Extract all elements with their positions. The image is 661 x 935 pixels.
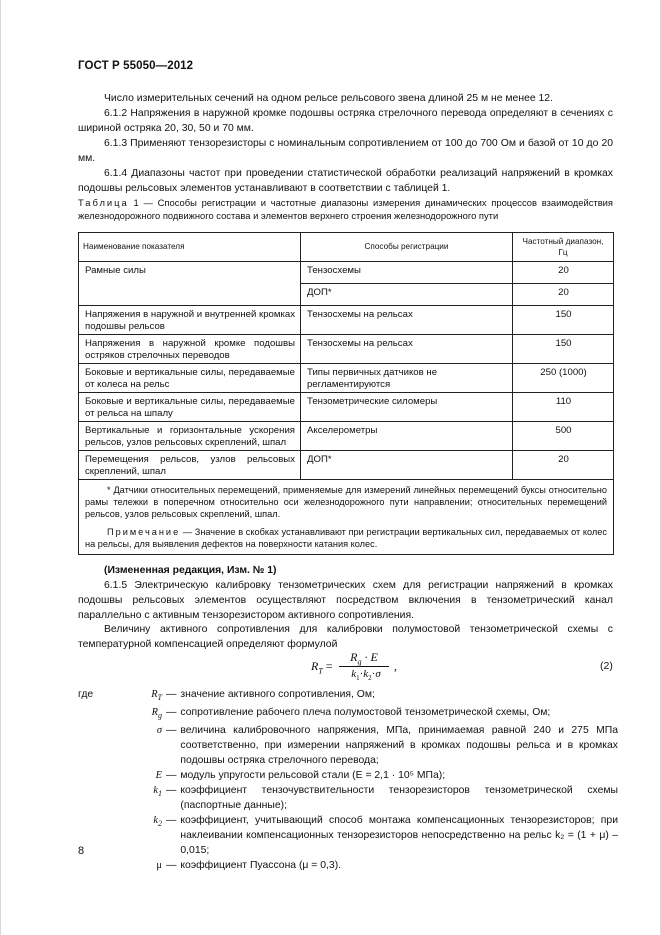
cell-frequency: 110 <box>513 393 614 422</box>
definition-item: $R_g$ — сопротивление рабочего плеча полумостовой тензометрической схемы, Ом; <box>151 707 551 721</box>
cell-frequency: 500 <box>513 422 614 451</box>
page-left-edge <box>0 0 1 935</box>
paragraph-6-1-5: 6.1.5 Электрическую калибровку тензометрических схем для регистрации напряжений в кромках подошвы рельсовых элементов осуществляют посредством включения в тензометрический канал параллельно с активным тензорезистором активного сопротивления. <box>78 580 613 621</box>
table-row <box>79 393 614 422</box>
table-row <box>79 451 614 480</box>
table-note <box>85 526 607 550</box>
paragraph-formula-intro: Величину активного сопротивления для калибровки полумостовой тензометрической схемы с температурной компенсацией определяют формулой <box>78 624 613 650</box>
table-caption-label: Таблица <box>78 197 129 208</box>
fraction-bar <box>339 666 389 667</box>
header-name: Наименование показателя <box>79 233 301 262</box>
table-header-row <box>79 233 614 262</box>
cell-name: Боковые и вертикальные силы, передаваемые от рельса на шпалу <box>79 393 301 422</box>
table-row <box>79 306 614 335</box>
definition-item: $k_1$ — коэффициент тензочувствительности тензорезисторов тензометрической схемы (паспортные данные); <box>153 785 618 812</box>
definitions-list <box>78 687 618 873</box>
paragraph-6-1-4: 6.1.4 Диапазоны частот при проведении статистической обработки реализаций напряжений в кромках подошвы рельсовых элементов устанавливают в соответствии с таблицей 1. <box>78 168 613 194</box>
cell-name: Перемещения рельсов, узлов рельсовых скреплений, шпал <box>79 451 301 480</box>
cell-method: Тензосхемы на рельсах <box>301 306 513 335</box>
cell-name: Напряжения в наружной и внутренней кромках подошвы рельсов <box>79 306 301 335</box>
paragraph-6-1-3: 6.1.3 Применяют тензорезисторы с номинальным сопротивлением от 100 до 700 Ом и базой от 10 до 20 мм. <box>78 138 613 164</box>
cell-name: Боковые и вертикальные силы, передаваемые от колеса на рельс <box>79 364 301 393</box>
table-footnote: * Датчики относительных перемещений, применяемые для измерений линейных перемещений буксы относительно рамы тележки в поперечном относительно оси железнодорожного пути направлении; относительных перемещений рельсов, узлов рельсовых скреплений, шпал. <box>85 485 607 519</box>
header-method: Способы регистрации <box>301 233 513 262</box>
note-text: — Значение в скобках устанавливают при регистрации вертикальных сил, передаваемых от колес на рельсы, для выявления дефектов на поверхности катания колес. <box>85 527 607 549</box>
cell-frequency: 250 (1000) <box>513 364 614 393</box>
table-row <box>79 335 614 364</box>
cell-frequency: 150 <box>513 306 614 335</box>
formula-lhs: $R_T$ = <box>311 659 333 676</box>
document-header: ГОСТ Р 55050—2012 <box>78 60 194 72</box>
definition-item: μ — коэффициент Пуассона (μ = 0,3). <box>156 860 342 872</box>
page-number: 8 <box>78 845 85 857</box>
table-row <box>79 262 614 284</box>
table-notes <box>79 480 614 555</box>
paragraph-1: Число измерительных сечений на одном рельсе рельсового звена длиной 25 м не менее 12. <box>104 93 553 104</box>
table-notes-row <box>79 480 614 555</box>
frequency-table <box>78 232 614 555</box>
definition-item: где $R_T$ — значение активного сопротивления, Ом; <box>78 689 375 703</box>
cell-frequency: 20 <box>513 262 614 284</box>
cell-frequency: 20 <box>513 451 614 480</box>
cell-frequency: 150 <box>513 335 614 364</box>
cell-method: Типы первичных датчиков не регламентируются <box>301 364 513 393</box>
definition-item: E — модуль упругости рельсовой стали (E = 2,1 · 10⁵ МПа); <box>155 770 446 782</box>
formula-denominator: $k_1\cdot k_2\cdot\sigma$ <box>351 668 381 683</box>
cell-method: Тензометрические силомеры <box>301 393 513 422</box>
formula-comma: , <box>394 659 397 673</box>
amendment-note: (Измененная редакция, Изм. № 1) <box>104 565 277 576</box>
header-frequency: Частотный диапазон, Гц <box>513 233 614 262</box>
cell-method: ДОП* <box>301 451 513 480</box>
table-row <box>79 422 614 451</box>
cell-method: Акселерометры <box>301 422 513 451</box>
definition-item: $k_2$ — коэффициент, учитывающий способ монтажа компенсационных тензорезисторов; при наклеивании компенсационных тензорезисторов непосредственно на рельс k₂ = (1 + μ) – 0,015; <box>153 815 618 857</box>
cell-method: Тензосхемы на рельсах <box>301 335 513 364</box>
table-row <box>79 364 614 393</box>
formula-numerator: $R_g \cdot E$ <box>350 650 378 667</box>
paragraph-6-1-2: 6.1.2 Напряжения в наружной кромке подошвы остряка стрелочного перевода определяют в сечениях с шириной остряка 20, 30, 50 и 70 мм. <box>78 108 613 134</box>
note-label: Примечание <box>107 527 181 537</box>
table-caption <box>78 196 613 222</box>
definition-item: σ — величина калибровочного напряжения, МПа, принимаемая равной 240 и 275 МПа соответственно, при измерении напряжений в кромках подошвы рельса и в кромках подошвы остряка стрелочного перевода; <box>156 725 618 767</box>
cell-method: ДОП* <box>301 284 513 306</box>
cell-name: Вертикальные и горизонтальные ускорения рельсов, узлов рельсовых скреплений, шпал <box>79 422 301 451</box>
cell-name: Напряжения в наружной кромке подошвы остряков стрелочных переводов <box>79 335 301 364</box>
formula-number: (2) <box>600 660 613 672</box>
table-caption-text: 1 — Способы регистрации и частотные диапазоны измерения динамических процессов взаимодействия железнодорожного подвижного состава и элементов верхнего строения железнодорожного пути <box>78 197 613 221</box>
cell-name: Рамные силы <box>79 262 301 306</box>
cell-frequency: 20 <box>513 284 614 306</box>
cell-method: Тензосхемы <box>301 262 513 284</box>
